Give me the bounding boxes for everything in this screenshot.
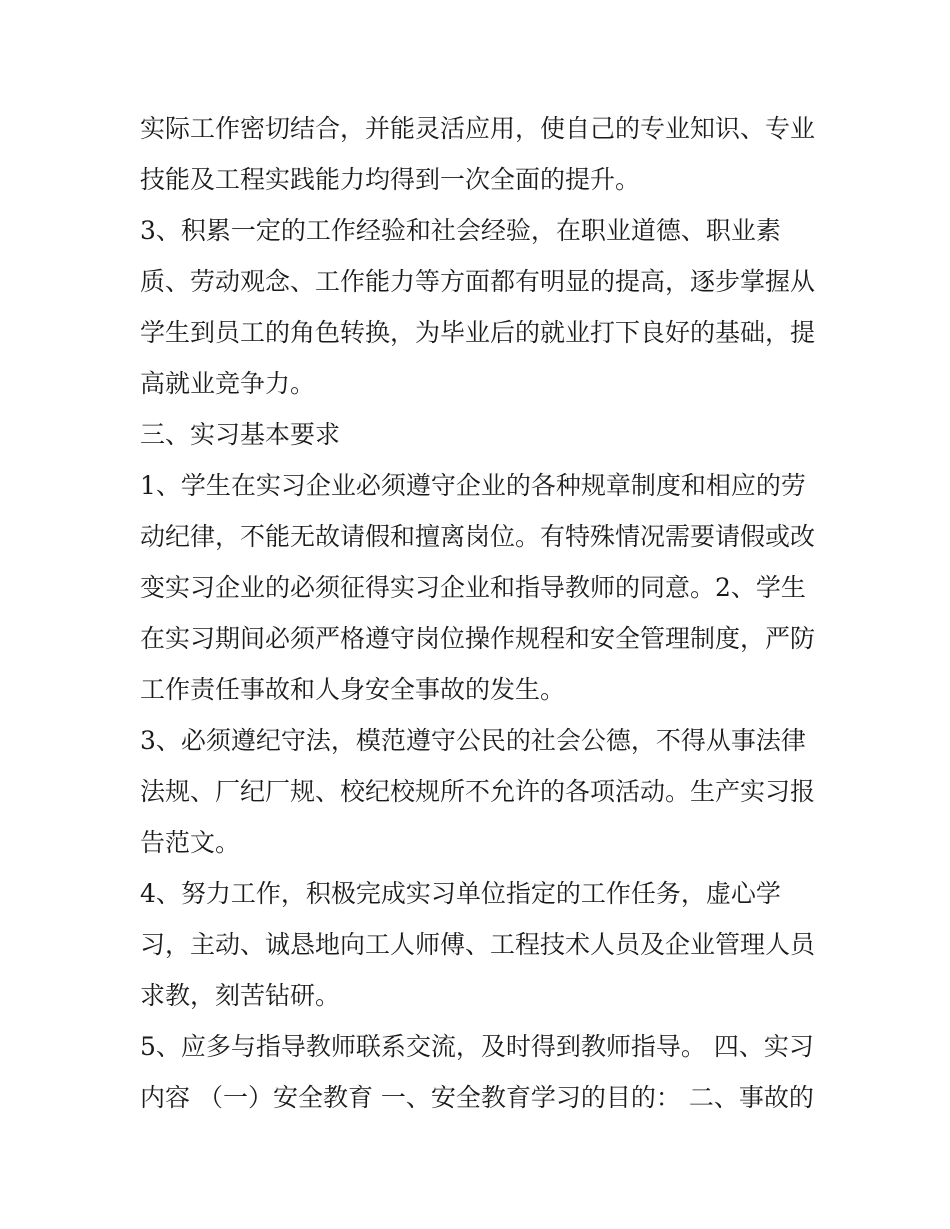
text-line: 3、积累一定的工作经验和社会经验，在职业道德、职业素 [140, 216, 781, 245]
text-line: 实际工作密切结合，并能灵活应用，使自己的专业知识、专业 [140, 114, 816, 143]
text-line: 1、学生在实习企业必须遵守企业的各种规章制度和相应的劳 [140, 471, 806, 500]
text-line: 技能及工程实践能力均得到一次全面的提升。 [140, 165, 641, 194]
text-line: 动纪律，不能无故请假和擅离岗位。有特殊情况需要请假或改 [140, 522, 816, 551]
text-line: 法规、厂纪厂规、校纪校规所不允许的各项活动。生产实习报 [140, 777, 816, 806]
text-line: 高就业竞争力。 [140, 369, 316, 398]
text-line: 告范文。 [140, 828, 241, 857]
text-line: 5、应多与指导教师联系交流，及时得到教师指导。 四、实习 [140, 1032, 814, 1061]
text-line: 求教，刻苦钻研。 [140, 981, 341, 1010]
text-line: 内容 （一）安全教育 一、安全教育学习的目的： 二、事故的 [140, 1083, 814, 1112]
section-heading: 三、实习基本要求 [140, 420, 341, 449]
text-line: 习，主动、诚恳地向工人师傅、工程技术人员及企业管理人员 [140, 930, 816, 959]
text-line: 学生到员工的角色转换，为毕业后的就业打下良好的基础，提 [140, 318, 816, 347]
text-line: 质、劳动观念、工作能力等方面都有明显的提高，逐步掌握从 [140, 267, 816, 296]
text-line: 4、努力工作，积极完成实习单位指定的工作任务，虚心学 [140, 879, 781, 908]
text-line: 工作责任事故和人身安全事故的发生。 [140, 675, 566, 704]
text-line: 变实习企业的必须征得实习企业和指导教师的同意。2、学生 [140, 573, 806, 602]
text-line: 在实习期间必须严格遵守岗位操作规程和安全管理制度，严防 [140, 624, 816, 653]
text-line: 3、必须遵纪守法，模范遵守公民的社会公德，不得从事法律 [140, 726, 806, 755]
